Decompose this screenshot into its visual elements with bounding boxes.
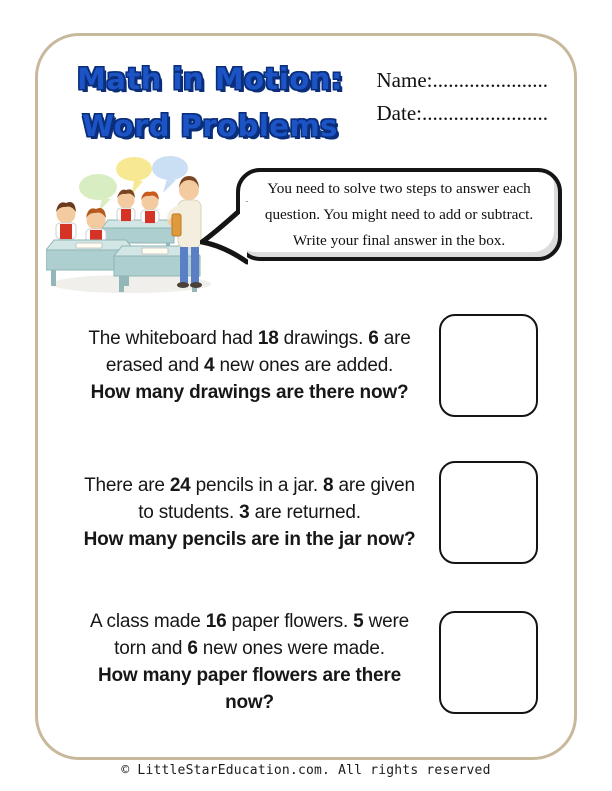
problem-question: now?	[225, 692, 274, 713]
name-date-block	[377, 56, 548, 150]
bubble-tail-cover	[240, 202, 250, 240]
problem-row	[60, 608, 538, 716]
problem-question: How many paper flowers are there	[98, 665, 401, 686]
instruction-line-1: You need to solve two steps to answer each	[267, 180, 531, 197]
problem-row	[60, 461, 538, 564]
page-frame	[35, 33, 577, 760]
problem-text: A class made 16 paper flowers. 5 were torn and 6 new ones were made. How many paper flowers are there now?	[60, 608, 439, 716]
problem-row	[60, 314, 538, 417]
instruction-line-2: question. You might need to add or subtract.	[264, 206, 534, 223]
intro-section	[38, 154, 574, 298]
answer-box[interactable]	[439, 611, 538, 714]
problem-question: How many pencils are in the jar now?	[83, 529, 416, 550]
problem-text: There are 24 pencils in a jar. 8 are given to students. 3 are returned. How many pencils are in the jar now?	[60, 472, 439, 553]
page-title-line2: Word Problems	[82, 109, 338, 143]
student-back-right	[141, 191, 159, 223]
date-field[interactable]: Date:........................	[376, 101, 548, 125]
problems-list	[38, 314, 574, 716]
instruction-line-3: Write your final answer in the box.	[292, 232, 506, 249]
answer-box[interactable]	[439, 461, 538, 564]
student-front-left	[56, 202, 76, 239]
header	[38, 36, 574, 150]
student-back-left	[117, 189, 135, 221]
instruction-bubble	[236, 168, 562, 261]
page-title	[64, 56, 356, 150]
footer-credit: © LittleStarEducation.com. All rights reserved	[121, 763, 491, 778]
problem-text: The whiteboard had 18 drawings. 6 are erased and 4 new ones are added. How many drawings are there now?	[60, 325, 439, 406]
name-field[interactable]: Name:......................	[376, 68, 548, 92]
answer-box[interactable]	[439, 314, 538, 417]
page-title-line1: Math in Motion:	[77, 62, 343, 96]
problem-question: How many drawings are there now?	[90, 382, 409, 403]
